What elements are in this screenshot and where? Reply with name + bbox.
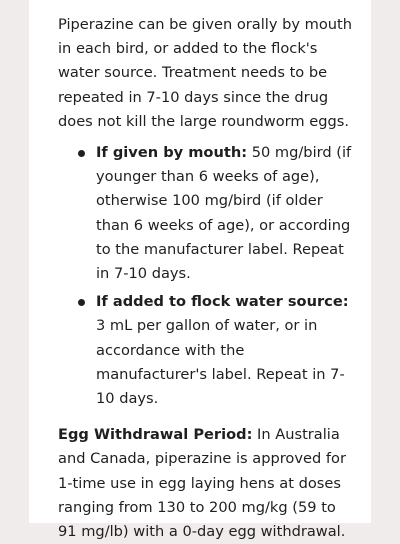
withdrawal-text: In Australia and Canada, piperazine is approved for 1-time use in egg laying hens at doses ranging from 130 to 200 mg/kg (59 to 91 mg/lb) with a 0-day egg withdrawal. [58,426,346,541]
withdrawal-label: Egg Withdrawal Period: [58,426,253,444]
dosage-water-label: If added to flock water source: [96,293,349,311]
dosage-item-oral [96,141,358,286]
dosage-list [58,141,358,411]
withdrawal-paragraph [58,423,358,544]
dosage-oral-label: If given by mouth: [96,144,248,162]
bullet-icon [78,299,85,306]
bullet-icon [78,150,85,157]
article-column [29,0,371,541]
intro-paragraph: Piperazine can be given orally by mouth in each bird, or added to the flock's water source. Treatment needs to be repeated in 7-10 days since the drug does not kill the large roundworm eggs. [58,16,353,130]
article-content [58,13,358,544]
dosage-item-water [96,290,358,411]
dosage-oral-text: 50 mg/bird (if younger than 6 weeks of age), otherwise 100 mg/bird (if older than 6 weeks of age), or according to the manufacturer label. Repeat in 7-10 days. [96,144,352,283]
dosage-water-text: 3 mL per gallon of water, or in accordance with the manufacturer's label. Repeat in 7-10 days. [96,317,345,408]
